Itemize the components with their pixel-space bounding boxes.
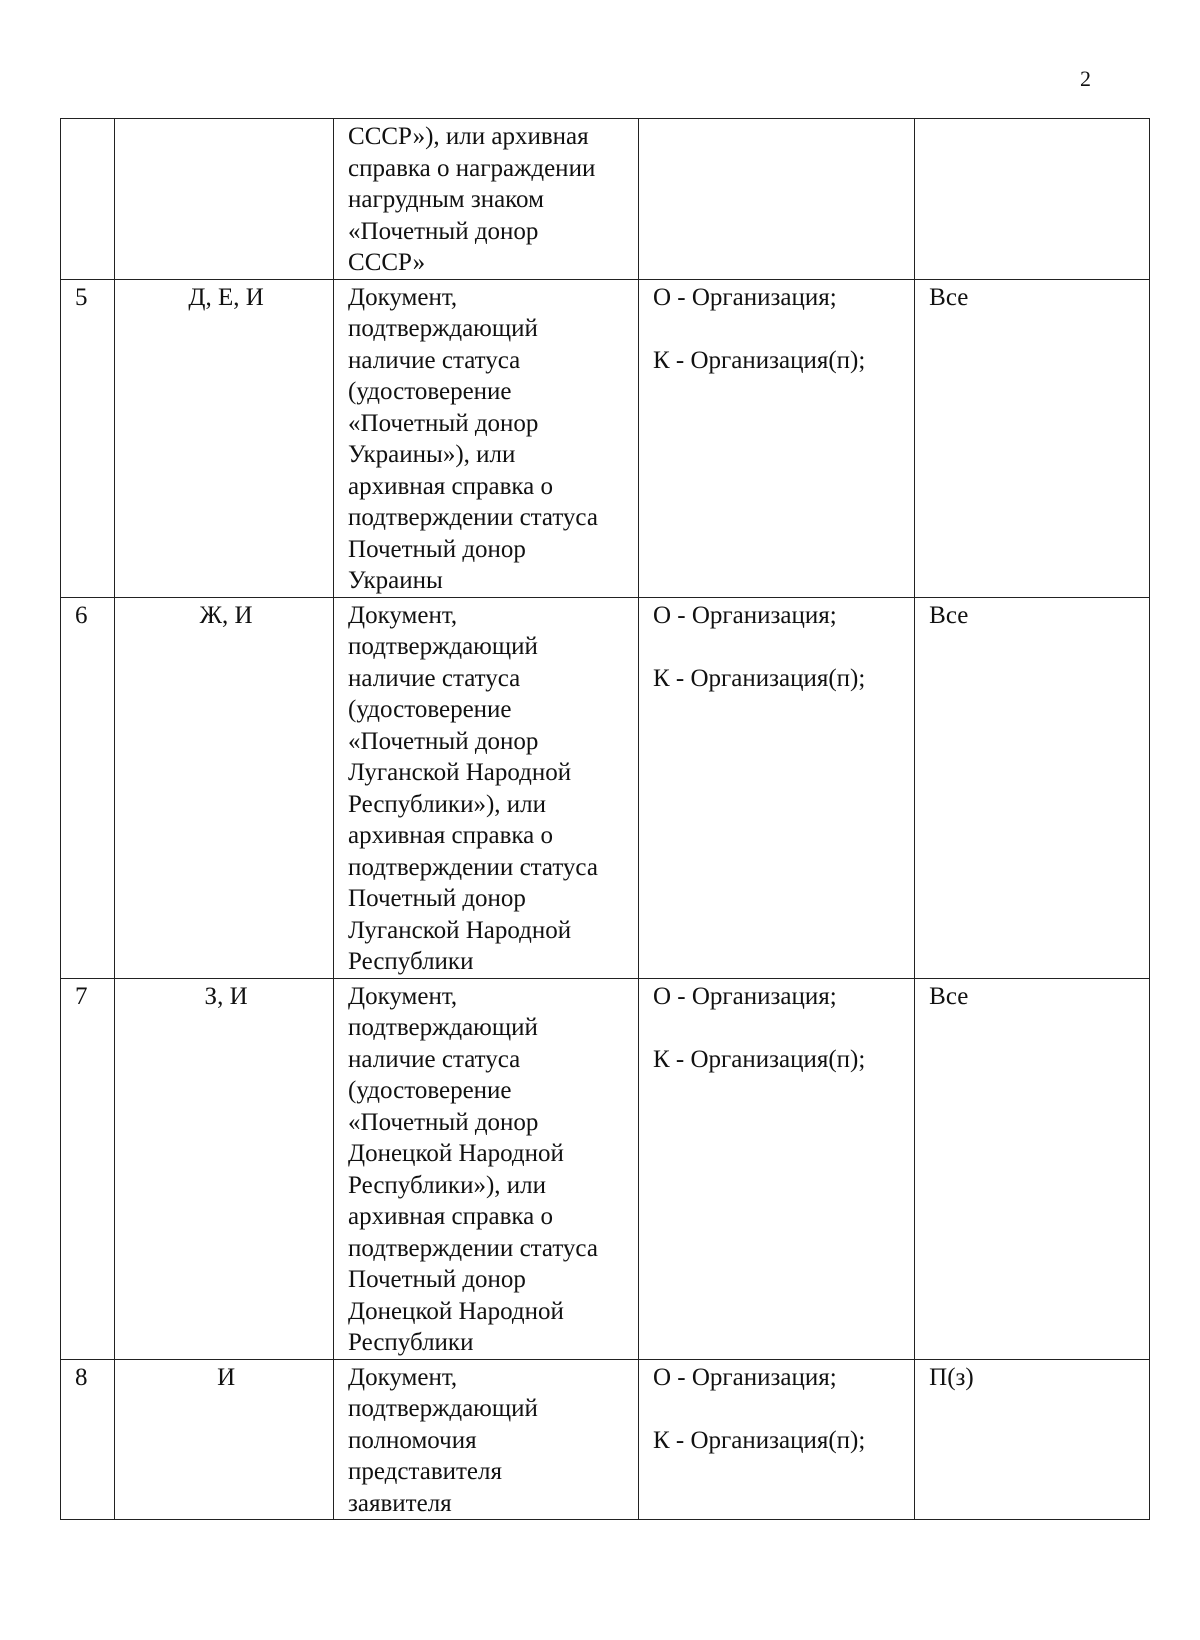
cell-place bbox=[638, 119, 914, 280]
cell-number: 6 bbox=[61, 597, 115, 978]
cell-place bbox=[638, 978, 914, 1359]
place-o: О - Организация; bbox=[652, 601, 837, 629]
place-o: О - Организация; bbox=[652, 1363, 837, 1391]
table-row-continuation bbox=[61, 119, 1150, 280]
place-k: К - Организация(п); bbox=[652, 1045, 866, 1073]
cell-place bbox=[638, 597, 914, 978]
cell-document: Документ, подтверждающий наличие статуса (удостоверение «Почетный донор Луганской Народной Республики»), или архивная справка о подтверждении статуса Почетный донор Луганской Народной Республики bbox=[334, 597, 639, 978]
cell-scope: Все bbox=[915, 597, 1150, 978]
place-k: К - Организация(п); bbox=[652, 664, 866, 692]
cell-place bbox=[638, 1359, 914, 1520]
place-o: О - Организация; bbox=[652, 283, 837, 311]
cell-place bbox=[638, 279, 914, 597]
cell-categories bbox=[115, 119, 334, 280]
cell-number: 7 bbox=[61, 978, 115, 1359]
cell-scope: Все bbox=[915, 279, 1150, 597]
place-k: К - Организация(п); bbox=[652, 1426, 866, 1454]
table-row-6 bbox=[61, 597, 1150, 978]
cell-document: Документ, подтверждающий наличие статуса (удостоверение «Почетный донор Донецкой Народной Республики»), или архивная справка о подтверждении статуса Почетный донор Донецкой Народной Республики bbox=[334, 978, 639, 1359]
cell-categories: Ж, И bbox=[115, 597, 334, 978]
cell-categories: З, И bbox=[115, 978, 334, 1359]
cell-number: 8 bbox=[61, 1359, 115, 1520]
table-row-5 bbox=[61, 279, 1150, 597]
cell-scope bbox=[915, 119, 1150, 280]
cell-categories: И bbox=[115, 1359, 334, 1520]
cell-document: Документ, подтверждающий полномочия представителя заявителя bbox=[334, 1359, 639, 1520]
cell-categories: Д, Е, И bbox=[115, 279, 334, 597]
cell-document: Документ, подтверждающий наличие статуса (удостоверение «Почетный донор Украины»), или архивная справка о подтверждении статуса Почетный донор Украины bbox=[334, 279, 639, 597]
place-o: О - Организация; bbox=[652, 982, 837, 1010]
cell-number bbox=[61, 119, 115, 280]
documents-table bbox=[60, 118, 1150, 1520]
table-row-7 bbox=[61, 978, 1150, 1359]
page-number: 2 bbox=[1080, 66, 1091, 91]
place-k: К - Организация(п); bbox=[652, 346, 866, 374]
table-row-8 bbox=[61, 1359, 1150, 1520]
cell-number: 5 bbox=[61, 279, 115, 597]
cell-scope: Все bbox=[915, 978, 1150, 1359]
cell-scope: П(з) bbox=[915, 1359, 1150, 1520]
cell-document: СССР»), или архивная справка о награждении нагрудным знаком «Почетный донор СССР» bbox=[334, 119, 639, 280]
